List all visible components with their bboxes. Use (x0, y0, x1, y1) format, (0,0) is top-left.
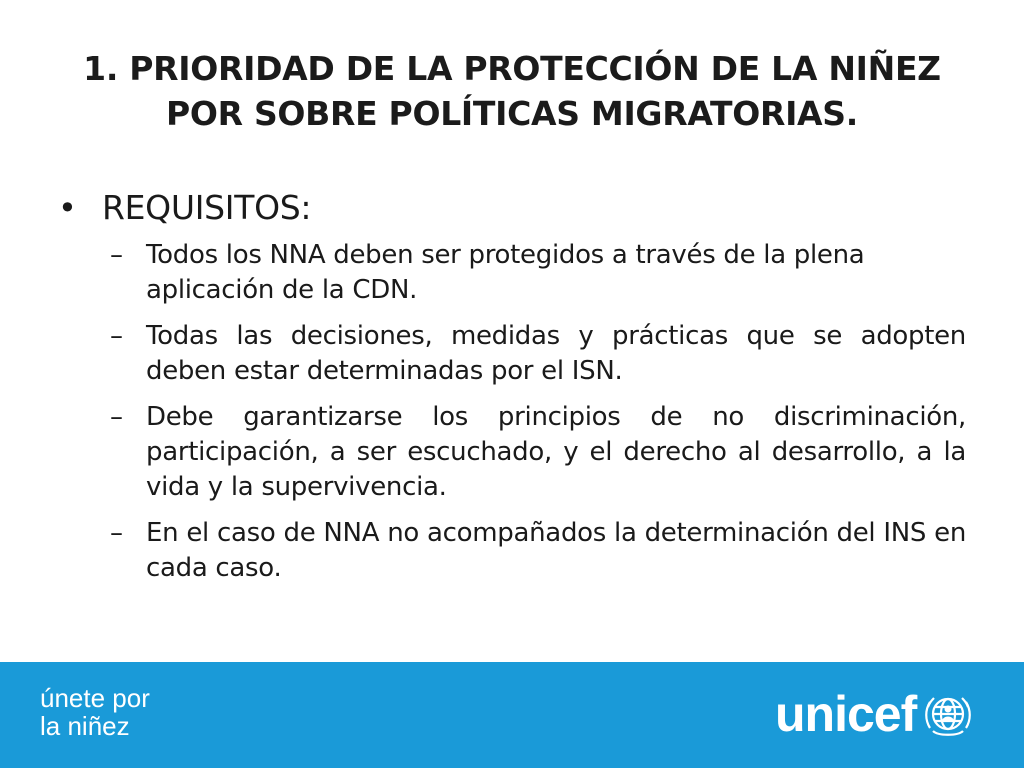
list-item-text: Todas las decisiones, medidas y prácticas que se adopten deben estar determinadas por el ISN. (146, 321, 966, 386)
dash-glyph: – (110, 518, 123, 548)
section-heading: REQUISITOS: (102, 188, 312, 227)
title-line-2: POR SOBRE POLÍTICAS MIGRATORIAS. (166, 94, 858, 133)
title-line-1: 1. PRIORIDAD DE LA PROTECCIÓN DE LA NIÑEZ (83, 49, 941, 88)
footer-band (0, 662, 1024, 768)
requirements-list (110, 238, 968, 586)
dash-glyph: – (110, 240, 123, 270)
list-item (110, 238, 968, 308)
tagline-line-1: únete por (40, 683, 150, 713)
unicef-emblem-icon (922, 688, 974, 740)
list-item (110, 400, 968, 505)
tagline-line-2: la niñez (40, 711, 130, 741)
dash-glyph: – (110, 321, 123, 351)
list-item (110, 516, 968, 586)
list-item (110, 319, 968, 389)
list-item-text: Debe garantizarse los principios de no discriminación, participación, a ser escuchado, y el derecho al desarrollo, a la vida y la supervivencia. (146, 402, 966, 502)
unicef-logo (775, 684, 974, 744)
logo-wordmark: unicef (775, 686, 917, 742)
bullet-glyph: • (58, 189, 77, 227)
list-item-text: Todos los NNA deben ser protegidos a través de la plena aplicación de la CDN. (146, 240, 865, 305)
slide-title (40, 46, 984, 136)
tagline (40, 684, 150, 740)
dash-glyph: – (110, 402, 123, 432)
slide-content (58, 188, 968, 597)
requirements-bullet (58, 188, 968, 228)
list-item-text: En el caso de NNA no acompañados la determinación del INS en cada caso. (146, 518, 966, 583)
